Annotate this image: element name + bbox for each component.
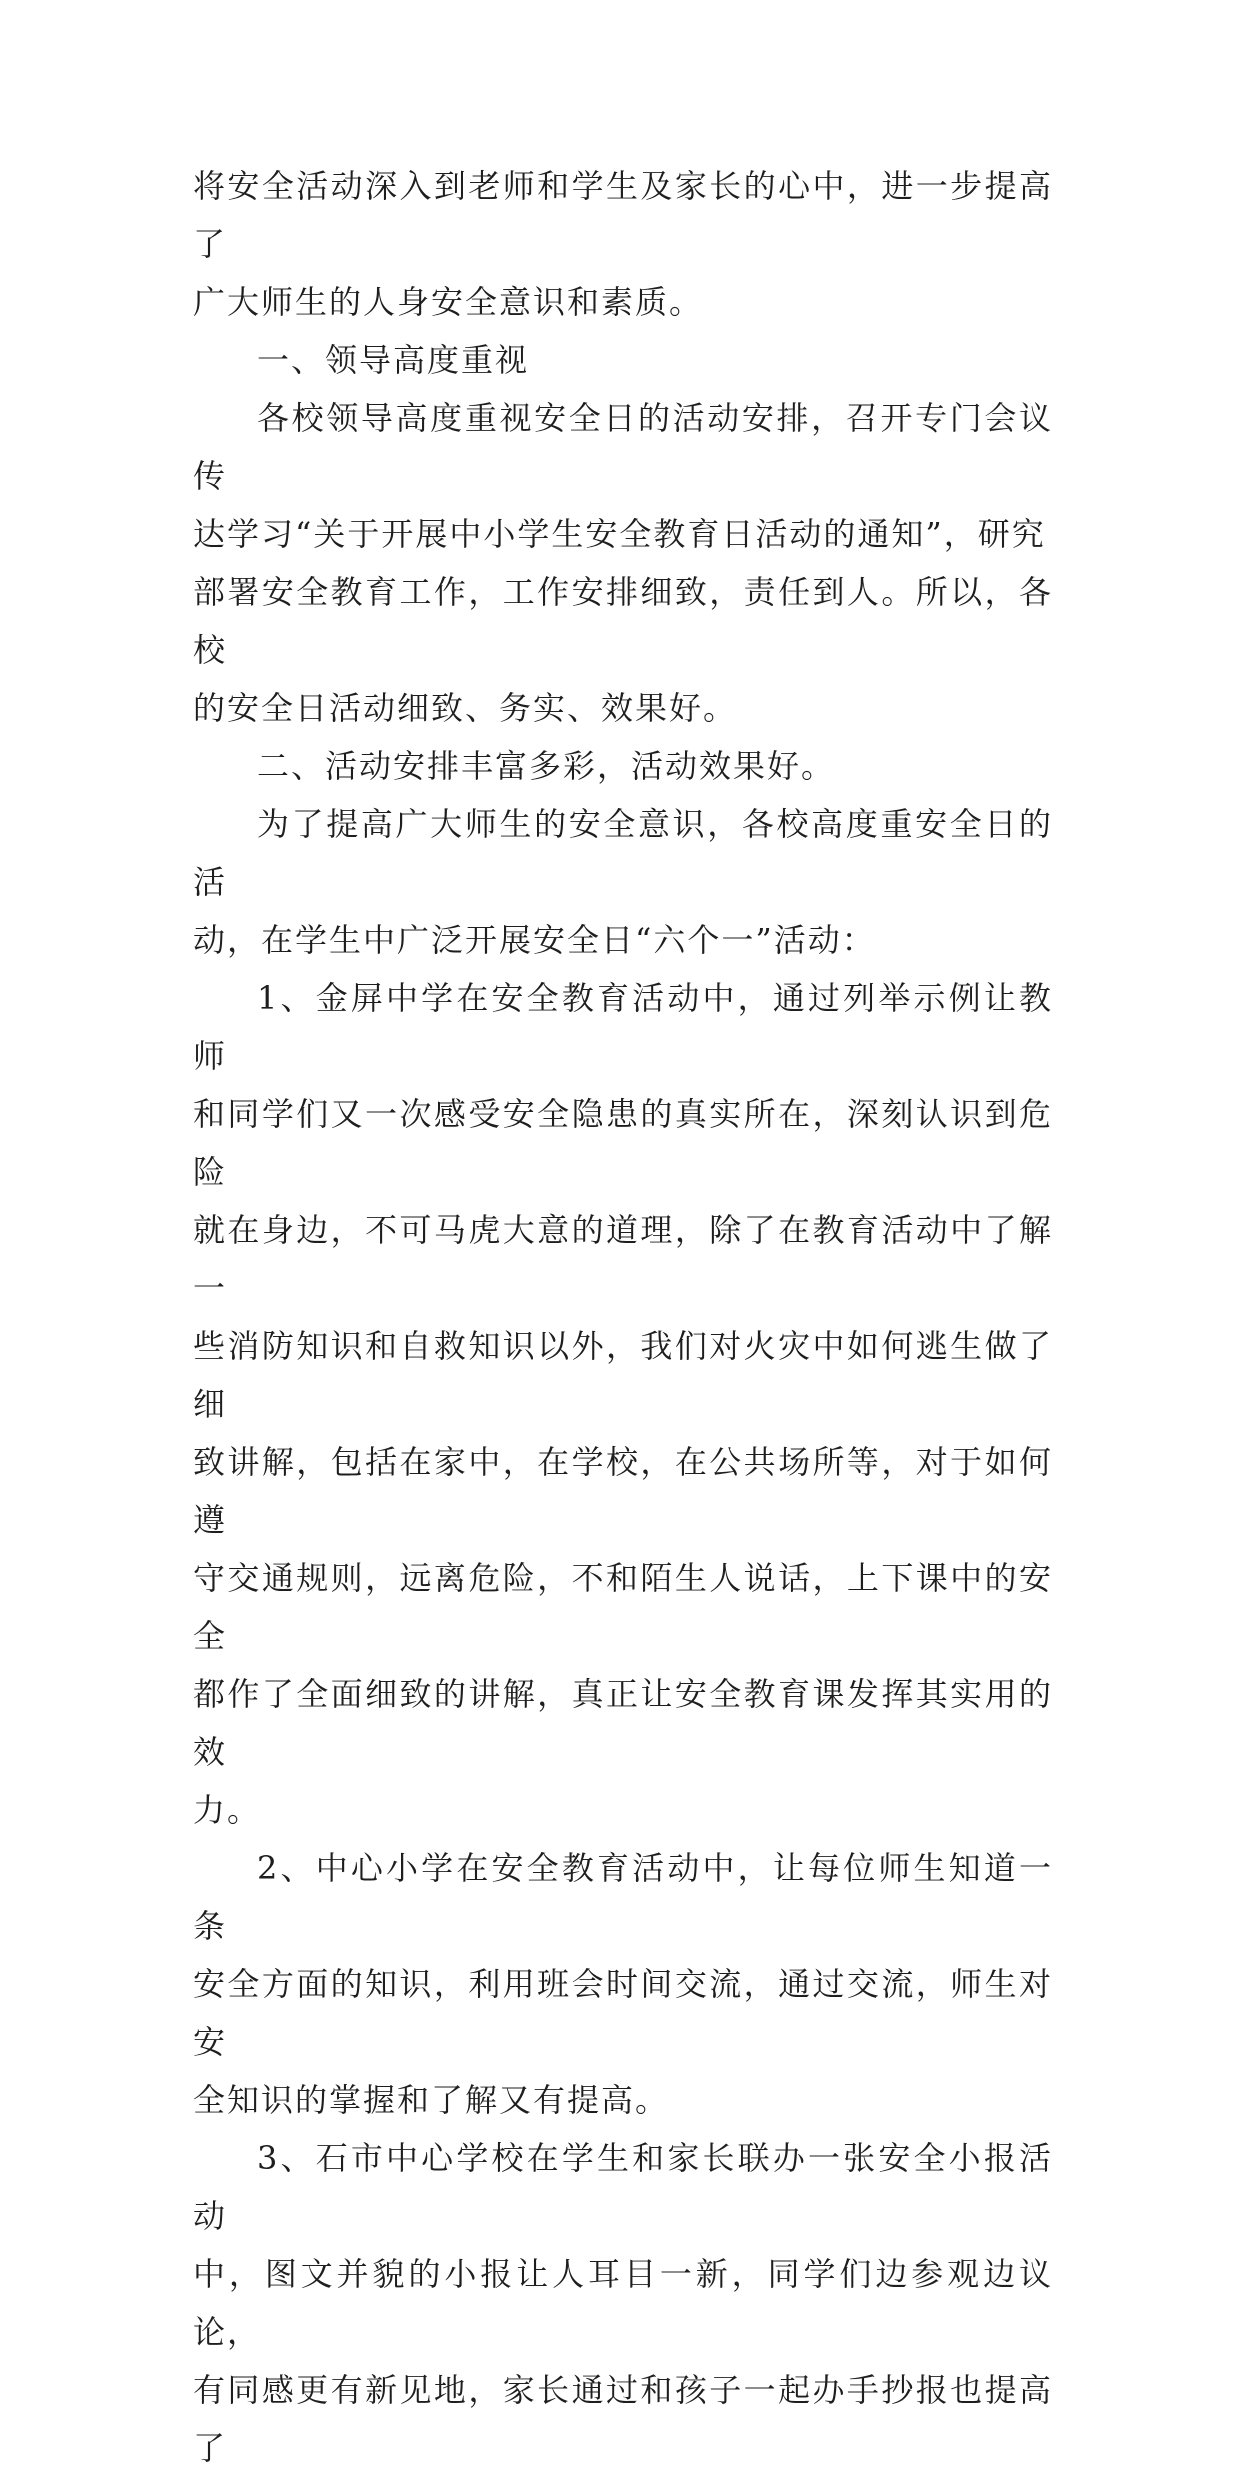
text-line: 些消防知识和自救知识以外，我们对火灾中如何逃生做了细: [193, 1327, 1053, 1423]
text-line: 和同学们又一次感受安全隐患的真实所在，深刻认识到危险: [193, 1095, 1053, 1191]
heading-text: 二、活动安排丰富多彩，活动效果好。: [257, 747, 836, 785]
document-body: [193, 157, 1053, 2477]
paragraph-item-1: [193, 969, 1053, 1839]
paragraph-activities-intro: [193, 795, 1053, 969]
paragraph-item-2: [193, 1839, 1053, 2129]
text-line: 为了提高广大师生的安全意识，各校高度重安全日的活: [193, 805, 1053, 901]
text-line: 有同感更有新见地，家长通过和孩子一起办手抄报也提高了: [193, 2371, 1053, 2467]
paragraph-leadership: [193, 389, 1053, 737]
heading-text: 一、领导高度重视: [257, 341, 530, 379]
text-line: 安全方面的知识，利用班会时间交流，通过交流，师生对安: [193, 1965, 1053, 2061]
text-line: 2、中心小学在安全教育活动中，让每位师生知道一条: [193, 1849, 1053, 1945]
text-line: 力。: [193, 1791, 262, 1829]
section-heading-1: [193, 331, 1053, 389]
text-line: 各校领导高度重视安全日的活动安排，召开专门会议传: [193, 399, 1053, 495]
paragraph-intro: [193, 157, 1053, 331]
text-line: 就在身边，不可马虎大意的道理，除了在教育活动中了解一: [193, 1211, 1053, 1307]
text-line: 都作了全面细致的讲解，真正让安全教育课发挥其实用的效: [193, 1675, 1053, 1771]
text-line: 3、石市中心学校在学生和家长联办一张安全小报活动: [193, 2139, 1053, 2235]
text-line: 致讲解，包括在家中，在学校，在公共场所等，对于如何遵: [193, 1443, 1053, 1539]
text-line: 中，图文并貌的小报让人耳目一新，同学们边参观边议论，: [193, 2255, 1053, 2351]
text-line: 动，在学生中广泛开展安全日“六个一”活动：: [193, 921, 876, 959]
text-line: 的安全日活动细致、务实、效果好。: [193, 689, 738, 727]
text-line: 达学习“关于开展中小学生安全教育日活动的通知”，研究: [193, 515, 1046, 553]
text-line: 守交通规则，远离危险，不和陌生人说话，上下课中的安全: [193, 1559, 1053, 1655]
section-heading-2: [193, 737, 1053, 795]
text-line: 广大师生的人身安全意识和素质。: [193, 283, 704, 321]
text-line: 将安全活动深入到老师和学生及家长的心中，进一步提高了: [193, 167, 1053, 263]
text-line: 部署安全教育工作，工作安排细致，责任到人。所以，各校: [193, 573, 1053, 669]
text-line: 1、金屏中学在安全教育活动中，通过列举示例让教师: [193, 979, 1053, 1075]
text-line: 全知识的掌握和了解又有提高。: [193, 2081, 670, 2119]
paragraph-item-3: [193, 2129, 1053, 2477]
